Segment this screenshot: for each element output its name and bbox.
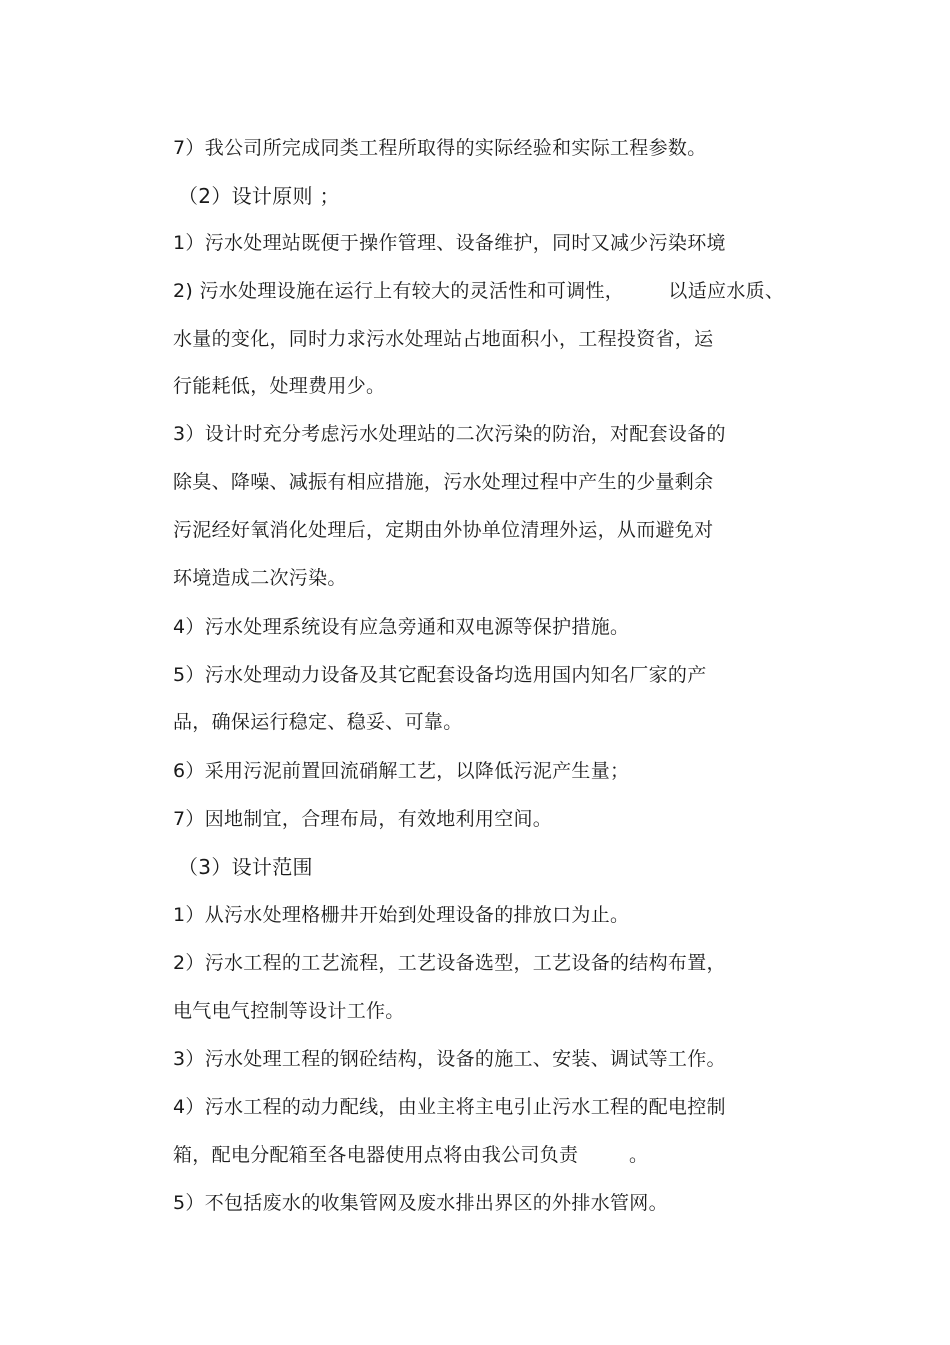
text-line: 6）采用污泥前置回流硝解工艺，以降低污泥产生量； bbox=[173, 760, 630, 782]
text-line: 7）我公司所完成同类工程所取得的实际经验和实际工程参数。 bbox=[173, 137, 707, 159]
text-line: 1）从污水处理格栅井开始到处理设备的排放口为止。 bbox=[173, 904, 630, 926]
text-line: 2) 污水处理设施在运行上有较大的灵活性和可调性， 以适应水质、 bbox=[173, 280, 785, 302]
text-line: 环境造成二次污染。 bbox=[173, 567, 347, 589]
text-line: 电气电气控制等设计工作。 bbox=[173, 1000, 405, 1022]
text-line: 4）污水工程的动力配线，由业主将主电引止污水工程的配电控制 bbox=[173, 1096, 726, 1118]
text-line: 3）污水处理工程的钢砼结构，设备的施工、安装、调试等工作。 bbox=[173, 1048, 726, 1070]
text-line: 3）设计时充分考虑污水处理站的二次污染的防治，对配套设备的 bbox=[173, 423, 726, 445]
text-line: 5）不包括废水的收集管网及废水排出界区的外排水管网。 bbox=[173, 1192, 668, 1214]
text-line: 污泥经好氧消化处理后，定期由外协单位清理外运，从而避免对 bbox=[173, 519, 714, 541]
text-line: 水量的变化，同时力求污水处理站占地面积小，工程投资省，运 bbox=[173, 328, 714, 350]
text-line: 行能耗低，处理费用少。 bbox=[173, 375, 386, 397]
text-line: 7）因地制宜，合理布局，有效地利用空间。 bbox=[173, 808, 553, 830]
section-heading: （2）设计原则 ； bbox=[178, 184, 340, 208]
text-line: 除臭、降噪、减振有相应措施，污水处理过程中产生的少量剩余 bbox=[173, 471, 714, 493]
text-line: 5）污水处理动力设备及其它配套设备均选用国内知名厂家的产 bbox=[173, 664, 707, 686]
text-line: 4）污水处理系统设有应急旁通和双电源等保护措施。 bbox=[173, 616, 630, 638]
text-line: 1）污水处理站既便于操作管理、设备维护，同时又减少污染环境 bbox=[173, 232, 726, 254]
section-heading: （3）设计范围 bbox=[178, 855, 313, 879]
text-line: 2）污水工程的工艺流程，工艺设备选型，工艺设备的结构布置， bbox=[173, 952, 726, 974]
text-line: 箱，配电分配箱至各电器使用点将由我公司负责 。 bbox=[173, 1144, 649, 1166]
text-line: 品，确保运行稳定、稳妥、可靠。 bbox=[173, 711, 463, 733]
